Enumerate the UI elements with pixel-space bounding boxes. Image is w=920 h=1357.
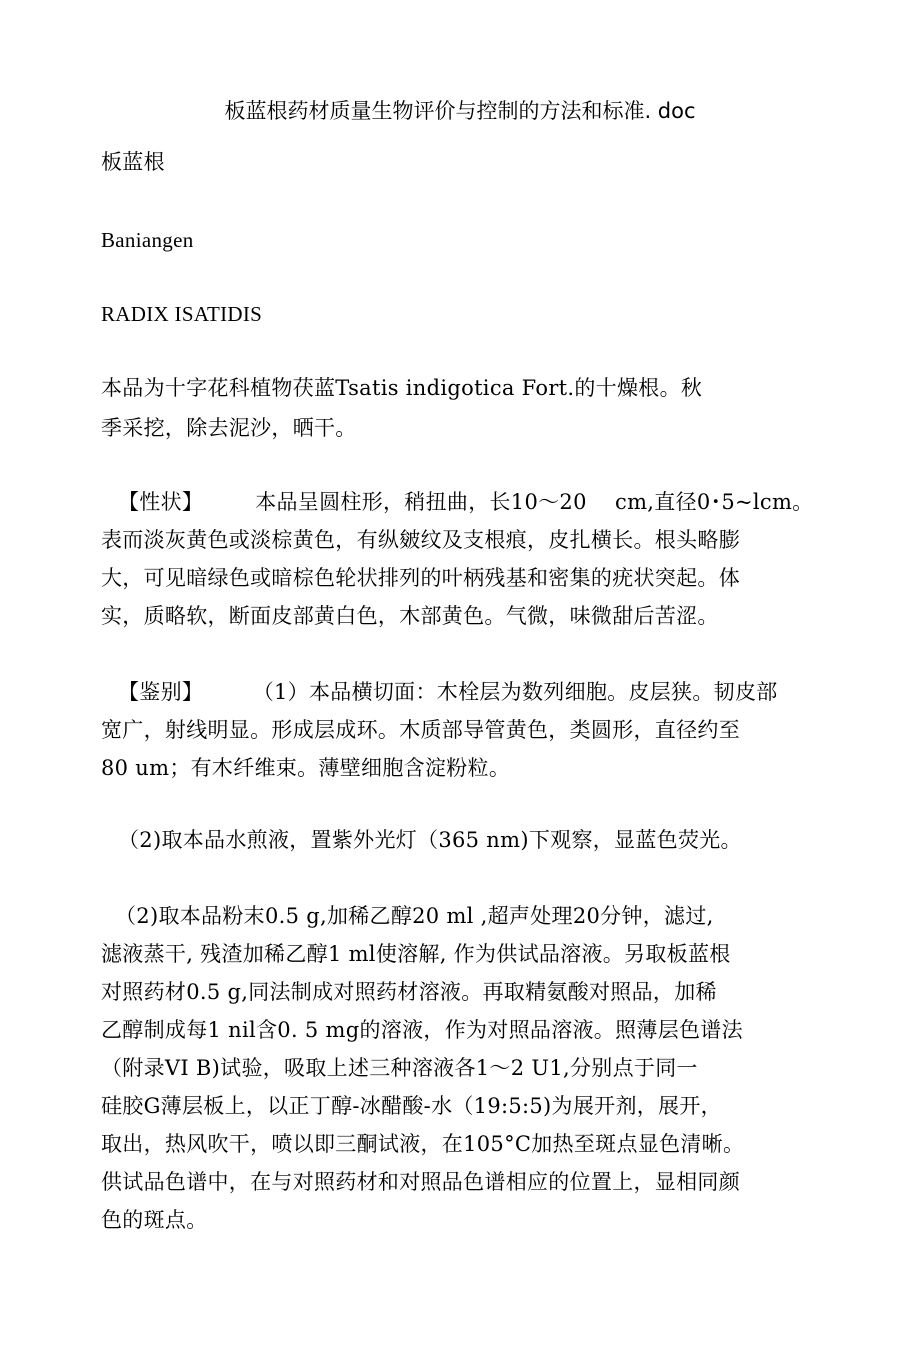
herb-name-latin: RADIX ISATIDIS xyxy=(101,302,263,326)
identification-item-3-line: 取出，热风吹干，喷以即三酮试液，在105°C加热至斑点显色清晰。 xyxy=(101,1132,745,1156)
identification-item-3-line: 色的斑点。 xyxy=(101,1208,208,1232)
identification-item-3-line: 乙醇制成每1 nil含0. 5 mg的溶液，作为对照品溶液。照薄层色谱法 xyxy=(101,1018,743,1042)
identification-heading: 【鉴别】 xyxy=(118,680,204,704)
properties-line: 表而淡灰黄色或淡棕黄色，有纵皴纹及支根痕，皮扎横长。根头略膨 xyxy=(101,528,740,552)
source-line: 本品为十字花科植物茯蓝Tsatis indigotica Fort.的十燥根。秋 xyxy=(101,376,703,400)
identification-item-2: （2)取本品水煎液，置紫外光灯（365 nm)下观察，显蓝色荧光。 xyxy=(118,828,742,852)
identification-item-3-line: （附录VI B)试验，吸取上述三种溶液各1～2 U1,分别点于同一 xyxy=(101,1056,698,1080)
identification-first-line xyxy=(118,678,778,706)
identification-item-3-line: 供试品色谱中，在与对照药材和对照品色谱相应的位置上，显相同颜 xyxy=(101,1170,740,1194)
source-line: 季采挖，除去泥沙，晒干。 xyxy=(101,416,357,440)
herb-name-chinese: 板蓝根 xyxy=(101,150,165,174)
properties-line: 实，质略软，断面皮部黄白色，木部黄色。气微，味微甜后苦涩。 xyxy=(101,604,719,628)
identification-line: 宽广，射线明显。形成层成环。木质部导管黄色，类圆形，直径约至 xyxy=(101,718,740,742)
identification-line: 80 um；有木纤维束。薄壁细胞含淀粉粒。 xyxy=(101,756,511,780)
identification-item-3-line: 对照药材0.5 g,同法制成对照药材溶液。再取精氨酸对照品，加稀 xyxy=(101,980,717,1004)
identification-item-3-line: 滤液蒸干, 残渣加稀乙醇1 ml使溶解, 作为供试品溶液。另取板蓝根 xyxy=(101,942,731,966)
document-title: 板蓝根药材质量生物评价与控制的方法和标准. doc xyxy=(224,99,696,123)
properties-first-line xyxy=(118,488,813,516)
properties-heading: 【性状】 xyxy=(118,490,204,514)
identification-line: （1）本品横切面：木栓层为数列细胞。皮层狭。韧皮部 xyxy=(263,680,778,704)
herb-name-pinyin: Baniangen xyxy=(101,228,194,252)
properties-line: 大，可见暗绿色或暗棕色轮状排列的叶柄残基和密集的疣状突起。体 xyxy=(101,566,740,590)
identification-item-3-line: （2)取本品粉末0.5 g,加稀乙醇20 ml ,超声处理20分钟，滤过, xyxy=(115,904,714,928)
identification-item-3-line: 硅胶G薄层板上，以正丁醇-冰醋酸-水（19:5:5)为展开剂，展开， xyxy=(101,1094,722,1118)
properties-line: 本品呈圆柱形，稍扭曲，长10～20 cm,直径0･5~lcm。 xyxy=(255,490,814,514)
